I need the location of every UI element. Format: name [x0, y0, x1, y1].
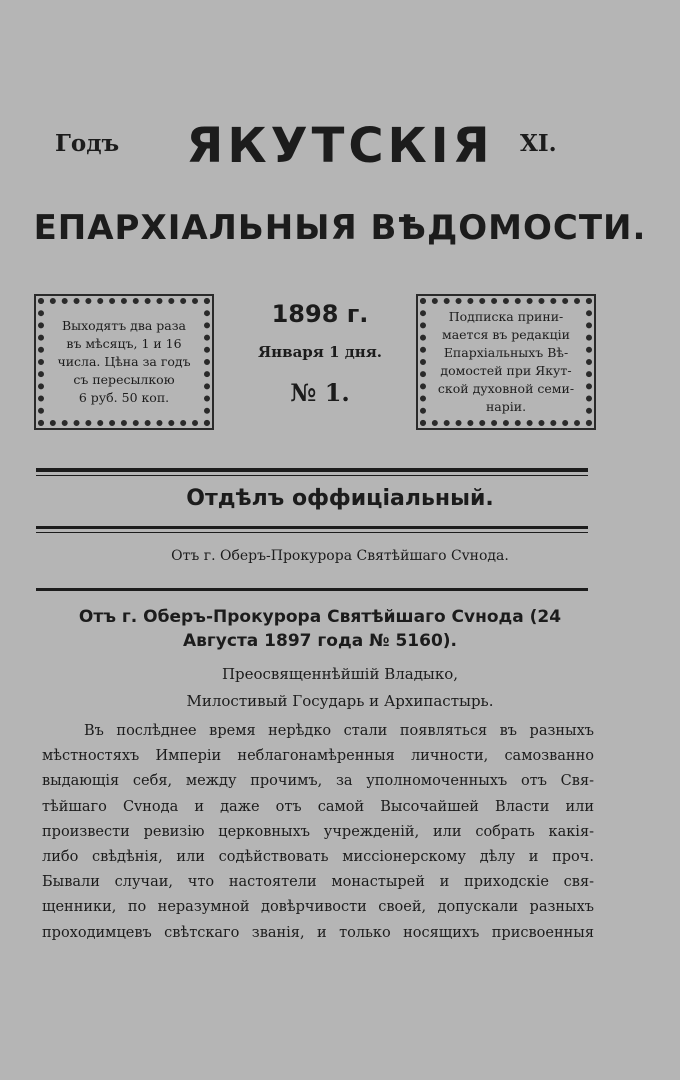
- box-line: 6 руб. 50 коп.: [78, 390, 170, 405]
- body-line: тѣйшаго Сvнода и даже отъ самой Высочайшей Власти или: [42, 798, 594, 815]
- divider-rule: [36, 475, 588, 476]
- salutation-line: Милостивый Государь и Архипастырь.: [186, 692, 494, 710]
- box-line: мается въ редакціи: [441, 327, 571, 342]
- year-label: Годъ: [55, 130, 120, 157]
- box-line: въ мѣсяцъ, 1 и 16: [66, 336, 182, 351]
- subscription-frequency-box: [38, 298, 210, 426]
- box-line: домостей при Якут-: [440, 363, 572, 378]
- divider-rule: [36, 532, 588, 533]
- subscription-office-box: [420, 298, 592, 426]
- box-line: Выходятъ два раза: [61, 318, 187, 333]
- body-line: либо свѣдѣнія, или содѣйствовать миссіонерскому дѣлу и проч.: [42, 849, 594, 866]
- box-line: Епархіальныхъ Вѣ-: [443, 345, 569, 360]
- box-line: съ пересылкою: [73, 372, 175, 387]
- body-line: выдающія себя, между прочимъ, за уполномоченныхъ отъ Свя-: [42, 773, 594, 790]
- box-line: Подписка прини-: [448, 309, 564, 324]
- divider-rule: [36, 468, 588, 472]
- box-line: ской духовной семи-: [437, 381, 575, 396]
- masthead-title: ЯКУТСКІЯ: [186, 118, 494, 174]
- body-line: Бывали случаи, что настоятели монастырей и приходскіе свя-: [42, 874, 594, 891]
- body-line: проходимцевъ свѣтскаго званія, и только носящихъ присвоенныя: [42, 924, 594, 941]
- box-line: наріи.: [485, 399, 527, 414]
- box-line: числа. Цѣна за годъ: [57, 354, 191, 369]
- article-body: [42, 719, 594, 946]
- contents-entry: Отъ г. Оберъ-Прокурора Святѣйшаго Сvнода.: [171, 548, 509, 564]
- volume-number: XI.: [520, 130, 557, 157]
- body-line: Въ послѣднее время нерѣдко стали появляться въ разныхъ: [84, 723, 594, 739]
- masthead-subtitle: ЕПАРХІАЛЬНЫЯ ВѢДОМОСТИ.: [33, 208, 647, 248]
- body-line: произвести ревизію церковныхъ учрежденій, или собрать какія-: [42, 823, 594, 840]
- issue-number: № 1.: [290, 378, 350, 407]
- issue-year: 1898 г.: [271, 300, 369, 328]
- article-heading: Отъ г. Оберъ-Прокурора Святѣйшаго Сvнода (24 Августа 1897 года № 5160).: [78, 607, 562, 651]
- section-title: Отдѣлъ оффиціальный.: [186, 486, 494, 511]
- body-line: мѣстностяхъ Имперіи неблагонамѣренныя личности, самозванно: [42, 748, 594, 765]
- divider-rule: [36, 526, 588, 529]
- body-line: щенники, по неразумной довѣрчивости своей, допускали разныхъ: [42, 899, 594, 916]
- salutation-line: Преосвященнѣйшій Владыко,: [221, 665, 459, 683]
- issue-date: Января 1 дня.: [257, 343, 383, 361]
- divider-rule: [36, 588, 588, 591]
